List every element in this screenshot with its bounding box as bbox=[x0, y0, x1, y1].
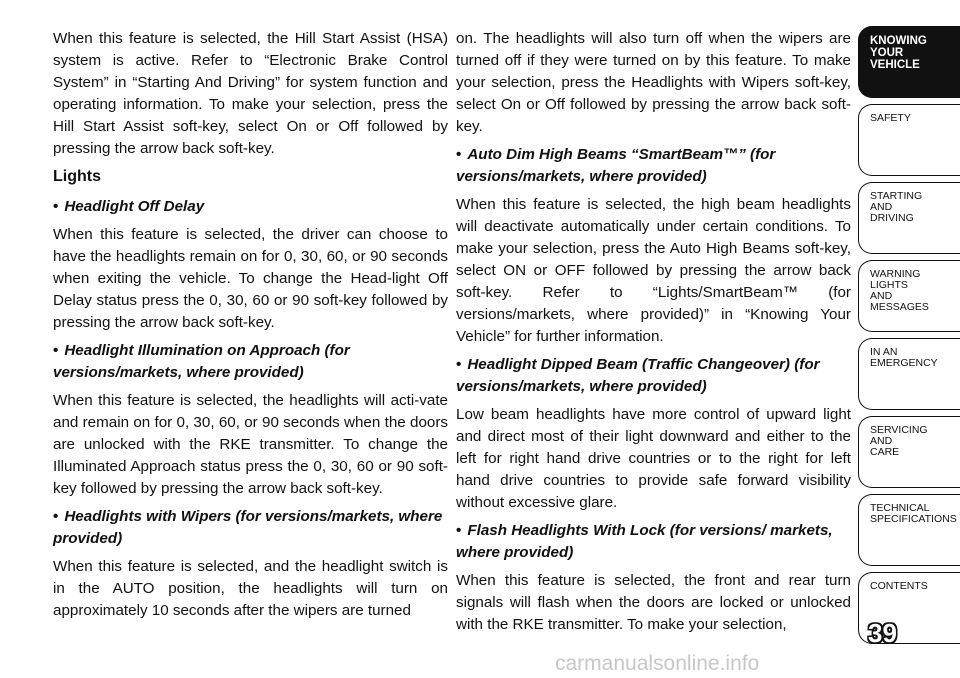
tab-knowing-your-vehicle[interactable]: KNOWING YOUR VEHICLE bbox=[858, 26, 960, 98]
section-heading-lights: Lights bbox=[53, 168, 101, 185]
subheading-flash-headlights-with-lock: • Flash Headlights With Lock (for versions/ markets, where provided) bbox=[456, 522, 833, 561]
page-number: 39 bbox=[868, 618, 897, 648]
paragraph-headlights-with-wipers-continued: on. The headlights will also turn off when the wipers are turned off if they were turned on by this feature. To make your selection, press the Headlights with Wipers soft-key, select On or Off followed by pressing the arrow back soft-key. bbox=[456, 30, 851, 135]
paragraph-illumination-on-approach: When this feature is selected, the headlights will acti-vate and remain on for 0, 30, 60, or 90 seconds when the doors are unlocked with the RKE transmitter. To change the Illuminated Approach status press the 0, 30, 60 or 90 soft-key followed by pressing the arrow back soft-key. bbox=[53, 392, 448, 497]
tab-starting-and-driving[interactable]: STARTING AND DRIVING bbox=[858, 182, 960, 254]
subheading-illumination-on-approach: • Headlight Illumination on Approach (for versions/markets, where provided) bbox=[53, 342, 350, 381]
tab-warning-lights-and-messages[interactable]: WARNING LIGHTS AND MESSAGES bbox=[858, 260, 960, 332]
paragraph-smartbeam: When this feature is selected, the high beam headlights will deactivate automatically under certain conditions. To make your selection, press the Auto High Beams soft-key, select ON or OFF followed by pressing the arrow back soft-key. Refer to “Lights/SmartBeam™ (for versions/markets, where provided)” in “Knowing Your Vehicle” for further information. bbox=[456, 196, 851, 345]
chapter-tabs bbox=[858, 26, 960, 650]
left-column bbox=[53, 28, 448, 628]
paragraph-headlight-off-delay: When this feature is selected, the driver can choose to have the headlights remain on for 0, 30, 60, or 90 seconds when exiting the vehicle. To change the Head-light Off Delay status press the 0, 30, 60 or 90 soft-key followed by pressing the arrow back soft-key. bbox=[53, 226, 448, 331]
tab-safety[interactable]: SAFETY bbox=[858, 104, 960, 176]
tab-technical-specifications[interactable]: TECHNICAL SPECIFICATIONS bbox=[858, 494, 960, 566]
subheading-headlights-with-wipers: • Headlights with Wipers (for versions/markets, where provided) bbox=[53, 508, 443, 547]
paragraph-flash-headlights-with-lock: When this feature is selected, the front and rear turn signals will flash when the doors are locked or unlocked with the RKE transmitter. To make your selection, bbox=[456, 572, 851, 633]
tab-servicing-and-care[interactable]: SERVICING AND CARE bbox=[858, 416, 960, 488]
tab-in-an-emergency[interactable]: IN AN EMERGENCY bbox=[858, 338, 960, 410]
right-column bbox=[456, 28, 851, 642]
tab-contents[interactable]: CONTENTS bbox=[858, 572, 960, 644]
paragraph-headlights-with-wipers: When this feature is selected, and the headlight switch is in the AUTO position, the headlights will turn on approximately 10 seconds after the wipers are turned bbox=[53, 558, 448, 619]
paragraph-dipped-beam: Low beam headlights have more control of upward light and direct most of their light downward and either to the left for right hand drive countries or to the right for left hand drive countries to provide safe forward visibility without excessive glare. bbox=[456, 406, 851, 511]
subheading-headlight-off-delay: • Headlight Off Delay bbox=[53, 198, 205, 215]
subheading-smartbeam: • Auto Dim High Beams “SmartBeam™” (for versions/markets, where provided) bbox=[456, 146, 776, 185]
watermark: carmanualsonline.info bbox=[555, 652, 760, 675]
subheading-dipped-beam: • Headlight Dipped Beam (Traffic Changeover) (for versions/markets, where provided) bbox=[456, 356, 820, 395]
paragraph-hsa: When this feature is selected, the Hill Start Assist (HSA) system is active. Refer to “Electronic Brake Control System” in “Starting And Driving” for system function and operating information. To make your selection, press the Hill Start Assist soft-key, select On or Off followed by pressing the arrow back soft-key. bbox=[53, 30, 448, 157]
